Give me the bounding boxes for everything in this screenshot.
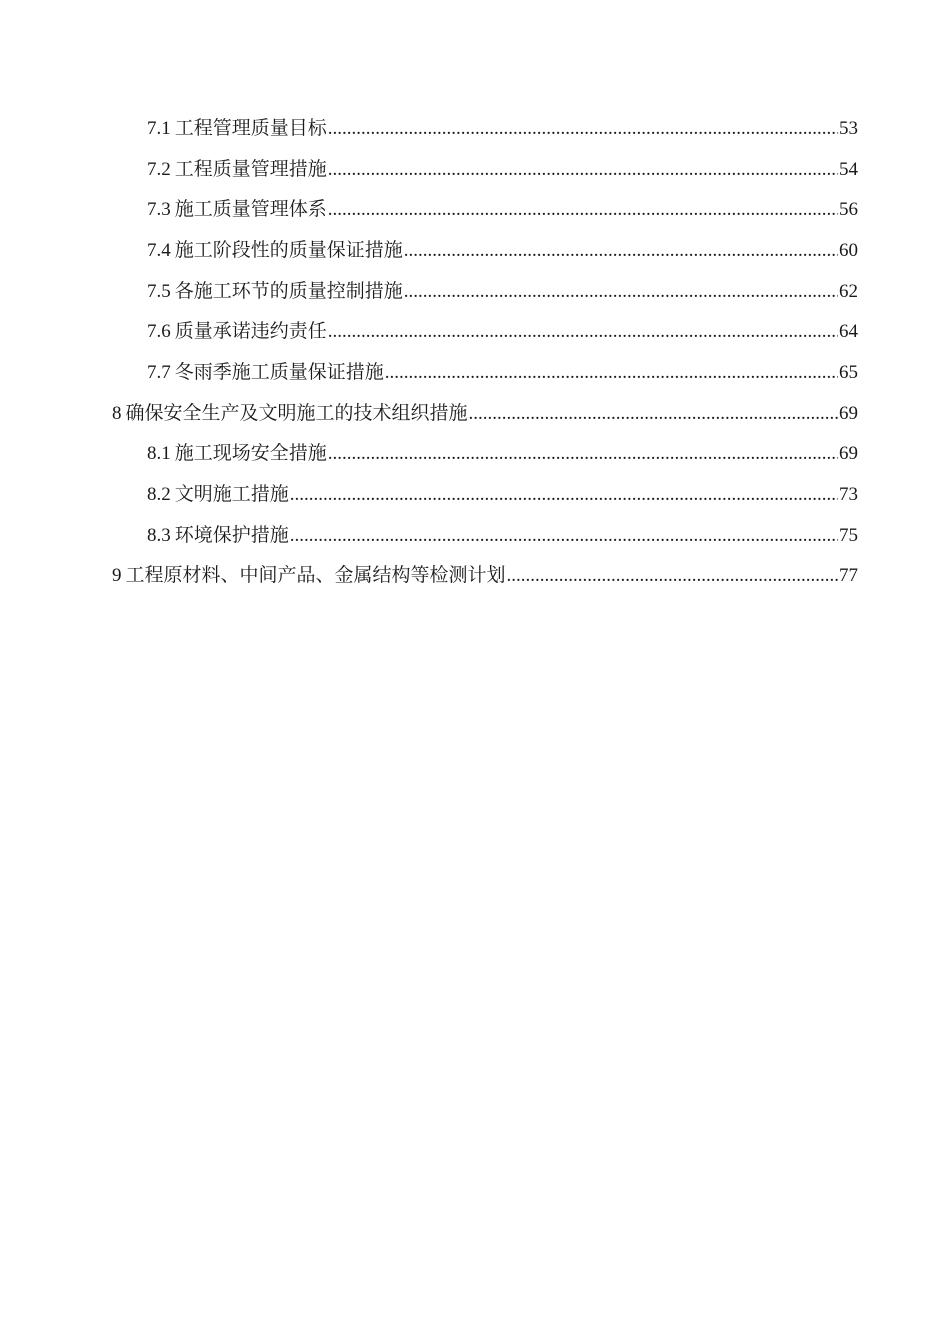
toc-dot-leader [385, 353, 838, 393]
toc-dot-leader [290, 516, 838, 556]
toc-entry-label [147, 433, 327, 474]
toc-entry-8-2[interactable] [147, 474, 858, 514]
toc-entry-page: 64 [839, 321, 858, 342]
toc-entry-7-7[interactable] [147, 352, 858, 392]
toc-dot-leader [328, 150, 838, 190]
toc-entry-title: 施工现场安全措施 [174, 442, 327, 464]
toc-dot-leader [507, 556, 838, 596]
toc-entry-label [147, 474, 289, 515]
toc-entry-number: 7.6 [147, 321, 171, 342]
toc-entry-title: 冬雨季施工质量保证措施 [174, 361, 384, 383]
toc-entry-page: 54 [839, 159, 858, 180]
toc-entry-title: 施工阶段性的质量保证措施 [174, 239, 403, 261]
toc-entry-label [147, 189, 327, 230]
toc-entry-page: 75 [839, 525, 858, 546]
toc-entry-8-1[interactable] [147, 433, 858, 473]
toc-entry-title: 工程管理质量目标 [174, 117, 327, 139]
toc-entry-label [112, 555, 506, 596]
toc-entry-number: 7.2 [147, 159, 171, 180]
toc-dot-leader [328, 434, 838, 474]
toc-entry-8-3[interactable] [147, 515, 858, 555]
toc-entry-number: 8 [112, 403, 122, 424]
toc-dot-leader [404, 231, 838, 271]
toc-entry-page: 65 [839, 362, 858, 383]
toc-entry-7-1[interactable] [147, 108, 858, 148]
toc-entry-page: 56 [839, 199, 858, 220]
toc-dot-leader [328, 190, 838, 230]
toc-entry-7-3[interactable] [147, 189, 858, 229]
toc-entry-title: 施工质量管理体系 [174, 198, 327, 220]
toc-entry-7-6[interactable] [147, 311, 858, 351]
toc-entry-7-2[interactable] [147, 149, 858, 189]
toc-dot-leader [469, 394, 838, 434]
toc-entry-9[interactable] [112, 555, 858, 595]
toc-entry-title: 文明施工措施 [174, 483, 289, 505]
toc-entry-page: 69 [839, 443, 858, 464]
toc-entry-label [147, 271, 403, 312]
toc-entry-title: 环境保护措施 [174, 524, 289, 546]
toc-entry-label [147, 149, 327, 190]
toc-entry-number: 7.5 [147, 281, 171, 302]
toc-entry-title: 各施工环节的质量控制措施 [174, 280, 403, 302]
toc-entry-number: 8.1 [147, 443, 171, 464]
toc-entry-number: 9 [112, 565, 122, 586]
toc-entry-number: 7.3 [147, 199, 171, 220]
toc-entry-7-4[interactable] [147, 230, 858, 270]
toc-entry-label [112, 393, 468, 434]
toc-entry-label [147, 311, 327, 352]
toc-entry-label [147, 352, 384, 393]
toc-dot-leader [328, 109, 838, 149]
toc-entry-page: 73 [839, 484, 858, 505]
toc-entry-number: 8.3 [147, 525, 171, 546]
toc-entry-title: 确保安全生产及文明施工的技术组织措施 [125, 402, 468, 424]
toc-entry-title: 工程质量管理措施 [174, 158, 327, 180]
toc-entry-7-5[interactable] [147, 271, 858, 311]
toc-dot-leader [404, 272, 838, 312]
toc-entry-page: 60 [839, 240, 858, 261]
toc-entry-title: 质量承诺违约责任 [174, 320, 327, 342]
toc-entry-number: 7.7 [147, 362, 171, 383]
toc-entry-number: 8.2 [147, 484, 171, 505]
toc-entry-number: 7.4 [147, 240, 171, 261]
toc-dot-leader [328, 312, 838, 352]
toc-entry-8[interactable] [112, 393, 858, 433]
toc-entry-label [147, 230, 403, 271]
toc-entry-page: 69 [839, 403, 858, 424]
toc-entry-page: 62 [839, 281, 858, 302]
toc-entry-number: 7.1 [147, 118, 171, 139]
toc-dot-leader [290, 475, 838, 515]
toc-entry-page: 53 [839, 118, 858, 139]
toc-entry-label [147, 108, 327, 149]
toc-entry-label [147, 515, 289, 556]
toc-entry-page: 77 [839, 565, 858, 586]
toc-entry-title: 工程原材料、中间产品、金属结构等检测计划 [125, 564, 506, 586]
